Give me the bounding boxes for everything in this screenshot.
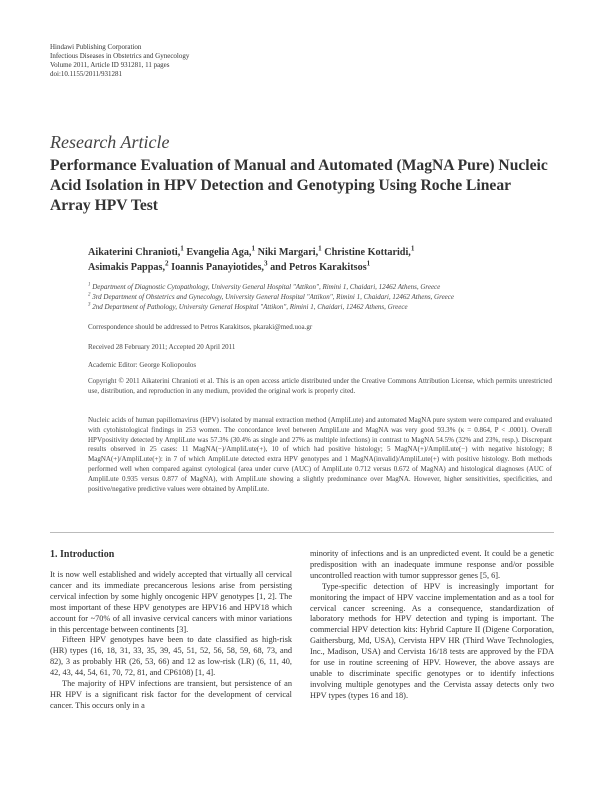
doi: doi:10.1155/2011/931281	[50, 70, 123, 78]
author-affiliation-mark: 3	[263, 259, 268, 268]
author-name: Asimakis Pappas,	[88, 261, 165, 273]
left-column	[50, 570, 292, 712]
author	[171, 259, 270, 273]
paragraph: It is now well established and widely accepted that virtually all cervical cancer and its immediate precancerous lesions arise from persisting cervical infection by some highly oncogenic HPV genotypes [1, 2]. The most important of these HPV genotypes are HPV16 and HPV18 which account for ~70% of all invasive cervical cancers with minor variations in this percentage between continents [3].	[50, 570, 292, 634]
received-accepted-dates: Received 28 February 2011; Accepted 20 April 2011	[88, 343, 236, 351]
affiliation: $^1$ Department of Diagnostic Cytopathology, University General Hospital "Attikon", Rimini 1, Chaidari, 12462 Athens, Greece	[88, 282, 441, 291]
journal-name: Infectious Diseases in Obstetrics and Gynecology	[50, 52, 190, 60]
volume-info: Volume 2011, Article ID 931281, 11 pages	[50, 61, 170, 69]
author-name: Aikaterini Chranioti,	[88, 247, 181, 258]
paragraph: minority of infections and is an unpredicted event. It could be a genetic predisposition with an inadequate immune response and/or possible uncontrolled reaction with tumor suppressor genes [5, 6].	[310, 549, 554, 580]
author	[270, 259, 371, 273]
author-affiliation-mark: 2	[165, 259, 169, 268]
paragraph: The majority of HPV infections are transient, but persistence of an HR HPV is a significant risk factor for the development of cervical cancer. This occurs only in a	[50, 679, 292, 710]
paragraph: Type-specific detection of HPV is increasingly important for monitoring the impact of HPV vaccine implementation and as a tool for cervical cancer screening. As a consequence, standardization of laboratory methods for HPV detection and typing is important. The commercial HPV detection kits: Hybrid Capture II (Digene Corporation, Gaithersburg, Md, USA), Cervista HPV HR (Third Wave Technologies, Inc., Madison, USA) and Cervista 16/18 tests are approved by the FDA for use in routine screening of HPV. However, the above assays are unable to discriminate specific genotypes or to identify infections involving multiple genotypes and the Cervista assay detects only two HPV types (types 16 and 18).	[310, 581, 554, 700]
author-name: Niki Margari,	[257, 247, 319, 258]
author-affiliation-mark: 1	[180, 244, 184, 253]
divider	[50, 532, 554, 533]
section-heading: 1. Introduction	[50, 549, 115, 560]
author-list	[88, 246, 558, 275]
paragraph: Fifteen HPV genotypes have been to date classified as high-risk (HR) types (16, 18, 31, 33, 35, 39, 45, 51, 52, 56, 58, 59, 68, 73, and 82), 3 as probably HR (26, 53, 66) and 12 as low-risk (LR) (6, 11, 40, 42, 43, 44, 54, 61, 70, 72, 81, and CP6108) [1, 4].	[50, 635, 292, 678]
journal-header	[50, 43, 189, 79]
paper-title: Performance Evaluation of Manual and Automated (MagNA Pure) Nucleic Acid Isolation in HPV Detection and Genotyping Using Roche Linear Array HPV Test	[50, 157, 548, 214]
article-type: Research Article	[50, 132, 170, 152]
author	[257, 244, 325, 258]
author-affiliation-mark: 1	[251, 244, 256, 253]
copyright-notice: Copyright © 2011 Aikaterini Chranioti et al. This is an open access article distributed under the Creative Commons Attribution License, which permits unrestricted use, distribution, and reproduction in any medium, provided the original work is properly cited.	[88, 377, 552, 395]
author-name: Christine Kottaridi,	[324, 247, 411, 258]
affiliation: $^3$ 2nd Department of Pathology, University General Hospital "Attikon", Rimini 1, Chaidari, 12462 Athens, Greece	[88, 302, 408, 311]
affiliation: $^2$ 3rd Department of Obstetrics and Gynecology, University General Hospital "Attikon", Rimini 1, Chaidari, 12462 Athens, Greece	[88, 292, 454, 301]
author	[88, 259, 171, 273]
publisher-name: Hindawi Publishing Corporation	[50, 43, 142, 51]
affiliation-list	[88, 282, 558, 312]
correspondence: Correspondence should be addressed to Petros Karakitsos, pkaraki@med.uoa.gr	[88, 323, 313, 331]
abstract: Nucleic acids of human papillomavirus (HPV) isolated by manual extraction method (AmpliLute) and automated MagNA pure system were compared and evaluated with cytohistological findings in 253 women. The concordance level between AmpliLute and MagNA was very good 93.3% (κ = 0.864, P < .0001). Overall HPVpositivity detected by AmpliLute was 57.3% (30.4% as single and 27% as multiple infections) in contrast to MagNA 54.5% (32% and 23%, resp.). Discrepant results observed in 25 cases: 11 MagNA(−)/AmpliLute(+), 10 of which had positive histology; 5 MagNA(+)/AmpliLute(−) with negative histology; 8 MagNA(+)/AmpliLute(+): in 7 of which AmpliLute detected extra HPV genotypes and 1 MagNA(invalid)/AmpliLute(+) with positive histology. Both methods performed well when compared against cytological (area under curve (AUC) of AmpliLute 0.712 versus 0.672 of MagNA) and histological diagnoses (AUC of AmpliLute 0.935 versus 0.877 of MagNA), with AmpliLute showing a slightly predominance over MagNA. However, higher sensitivities, specificities, and positive/negative predictive values were obtained by AmpliLute.	[88, 416, 552, 493]
author	[186, 244, 257, 258]
author	[324, 244, 415, 258]
author	[88, 244, 186, 258]
author-affiliation-mark: 1	[410, 244, 415, 253]
right-column	[310, 549, 554, 702]
author-name: Evangelia Aga,	[186, 247, 252, 258]
author-affiliation-mark: 1	[366, 259, 371, 268]
author-name: Ioannis Panayiotides,	[171, 261, 264, 273]
author-affiliation-mark: 1	[318, 244, 322, 253]
author-name: and Petros Karakitsos	[270, 261, 367, 273]
academic-editor: Academic Editor: George Koliopoulos	[88, 361, 197, 369]
